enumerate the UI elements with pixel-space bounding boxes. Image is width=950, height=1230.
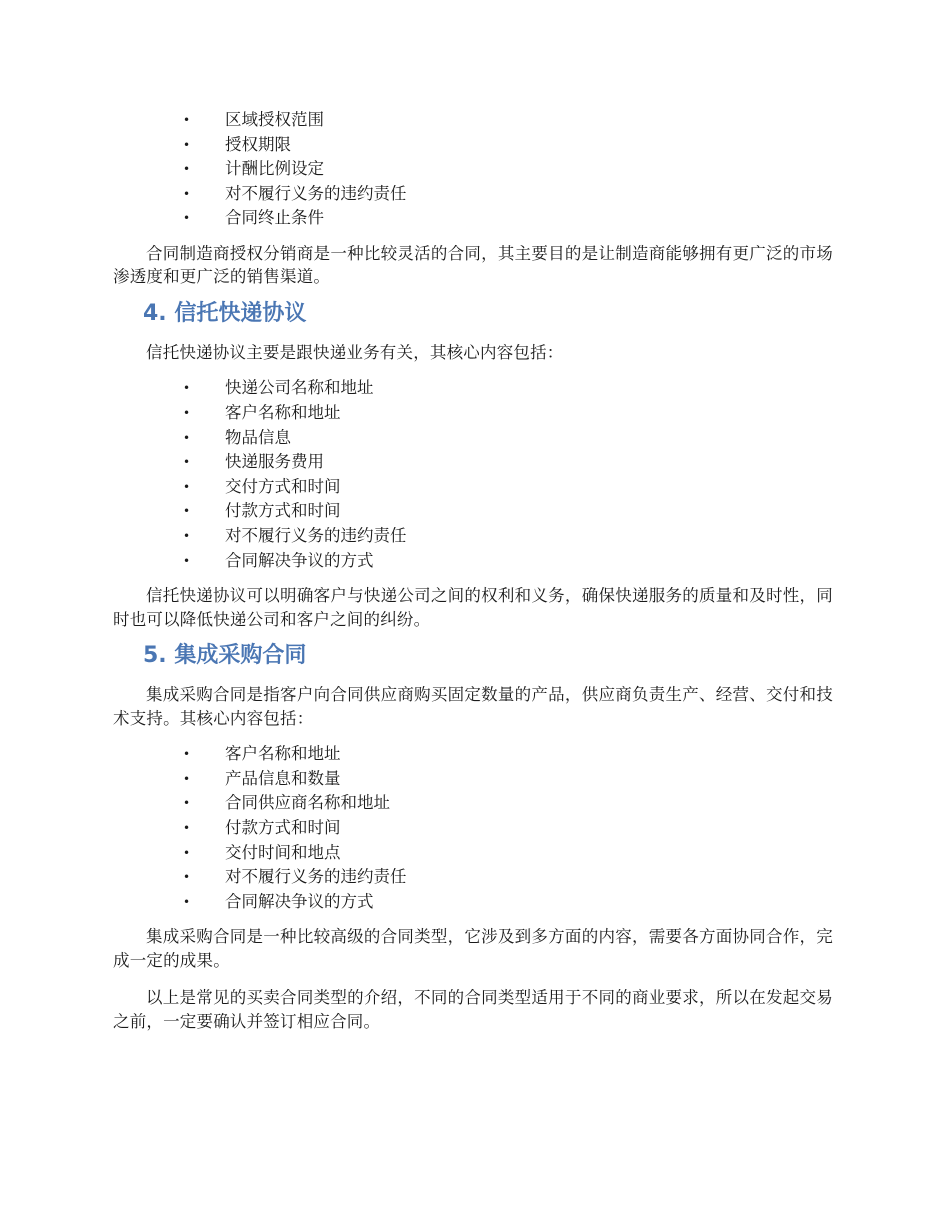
procurement-terms-list	[113, 742, 833, 914]
list-item-text: 客户名称和地址	[225, 744, 341, 764]
list-item	[113, 865, 833, 890]
list-item	[113, 549, 833, 574]
bullet-icon: •	[183, 796, 191, 811]
list-item-text: 物品信息	[225, 427, 291, 447]
list-item-text: 对不履行义务的违约责任	[225, 526, 407, 546]
bullet-icon: •	[183, 137, 191, 152]
distributor-summary-paragraph: 合同制造商授权分销商是一种比较灵活的合同，其主要目的是让制造商能够拥有更广泛的市场渗透度和更广泛的销售渠道。	[113, 243, 833, 287]
list-item-text: 对不履行义务的违约责任	[225, 183, 407, 203]
list-item-text: 产品信息和数量	[225, 768, 341, 788]
list-item	[113, 376, 833, 401]
bullet-icon: •	[183, 553, 191, 568]
list-item-text: 付款方式和时间	[225, 818, 341, 837]
list-item	[113, 767, 833, 792]
bullet-icon: •	[183, 821, 191, 835]
courier-intro-paragraph: 信托快递协议主要是跟快递业务有关，其核心内容包括：	[146, 342, 564, 362]
list-item-text: 对不履行义务的违约责任	[225, 867, 407, 887]
list-item	[113, 108, 833, 133]
list-item	[113, 499, 833, 524]
list-item	[113, 816, 833, 841]
bullet-icon: •	[183, 430, 191, 445]
bullet-icon: •	[183, 845, 191, 860]
bullet-icon: •	[183, 870, 191, 885]
procurement-intro-paragraph: 集成采购合同是指客户向合同供应商购买固定数量的产品，供应商负责生产、经营、交付和技术支持。其核心内容包括：	[113, 685, 833, 728]
list-item	[113, 742, 833, 767]
courier-summary-paragraph: 信托快递协议可以明确客户与快递公司之间的权利和义务，确保快递服务的质量和及时性，同时也可以降低快递公司和客户之间的纠纷。	[113, 586, 833, 629]
list-item-text: 授权期限	[225, 134, 291, 154]
list-item-text: 合同解决争议的方式	[225, 891, 374, 911]
list-item	[113, 841, 833, 866]
list-item-text: 区域授权范围	[225, 110, 324, 129]
list-item	[113, 426, 833, 451]
list-item	[113, 157, 833, 182]
courier-terms-list	[113, 376, 833, 573]
list-item-text: 交付时间和地点	[225, 842, 341, 862]
bullet-icon: •	[183, 479, 191, 494]
list-item	[113, 401, 833, 426]
bullet-icon: •	[183, 406, 191, 421]
list-item-text: 付款方式和时间	[225, 501, 341, 521]
list-item	[113, 890, 833, 915]
list-item-text: 合同供应商名称和地址	[225, 793, 390, 813]
procurement-summary-paragraph: 集成采购合同是一种比较高级的合同类型，它涉及到多方面的内容，需要各方面协同合作，完成一定的成果。	[113, 927, 833, 970]
bullet-icon: •	[183, 455, 191, 470]
list-item-text: 快递服务费用	[225, 452, 324, 472]
list-item	[113, 206, 833, 231]
list-item-text: 合同解决争议的方式	[225, 550, 374, 570]
list-item-text: 合同终止条件	[225, 208, 324, 228]
list-item-text: 客户名称和地址	[225, 403, 341, 423]
conclusion-paragraph: 以上是常见的买卖合同类型的介绍，不同的合同类型适用于不同的商业要求，所以在发起交易之前，一定要确认并签订相应合同。	[113, 988, 833, 1031]
section-heading-courier: 4. 信托快递协议	[143, 300, 307, 326]
bullet-icon: •	[183, 381, 191, 396]
list-item	[113, 133, 833, 158]
section-heading-procurement: 5. 集成采购合同	[143, 643, 307, 669]
list-item-text: 计酬比例设定	[225, 159, 324, 179]
bullet-icon: •	[183, 211, 191, 226]
list-item	[113, 524, 833, 549]
list-item	[113, 791, 833, 816]
bullet-icon: •	[183, 186, 191, 201]
bullet-icon: •	[183, 504, 191, 519]
list-item-text: 快递公司名称和地址	[225, 378, 374, 398]
list-item	[113, 475, 833, 500]
bullet-icon: •	[183, 529, 191, 544]
list-item	[113, 450, 833, 475]
bullet-icon: •	[183, 771, 191, 786]
list-item	[113, 182, 833, 207]
authorization-terms-list	[113, 108, 833, 231]
bullet-icon: •	[183, 747, 191, 762]
bullet-icon: •	[183, 162, 191, 177]
document-page	[113, 108, 833, 1033]
bullet-icon: •	[183, 894, 191, 909]
list-item-text: 交付方式和时间	[225, 476, 341, 496]
bullet-icon: •	[183, 113, 191, 127]
